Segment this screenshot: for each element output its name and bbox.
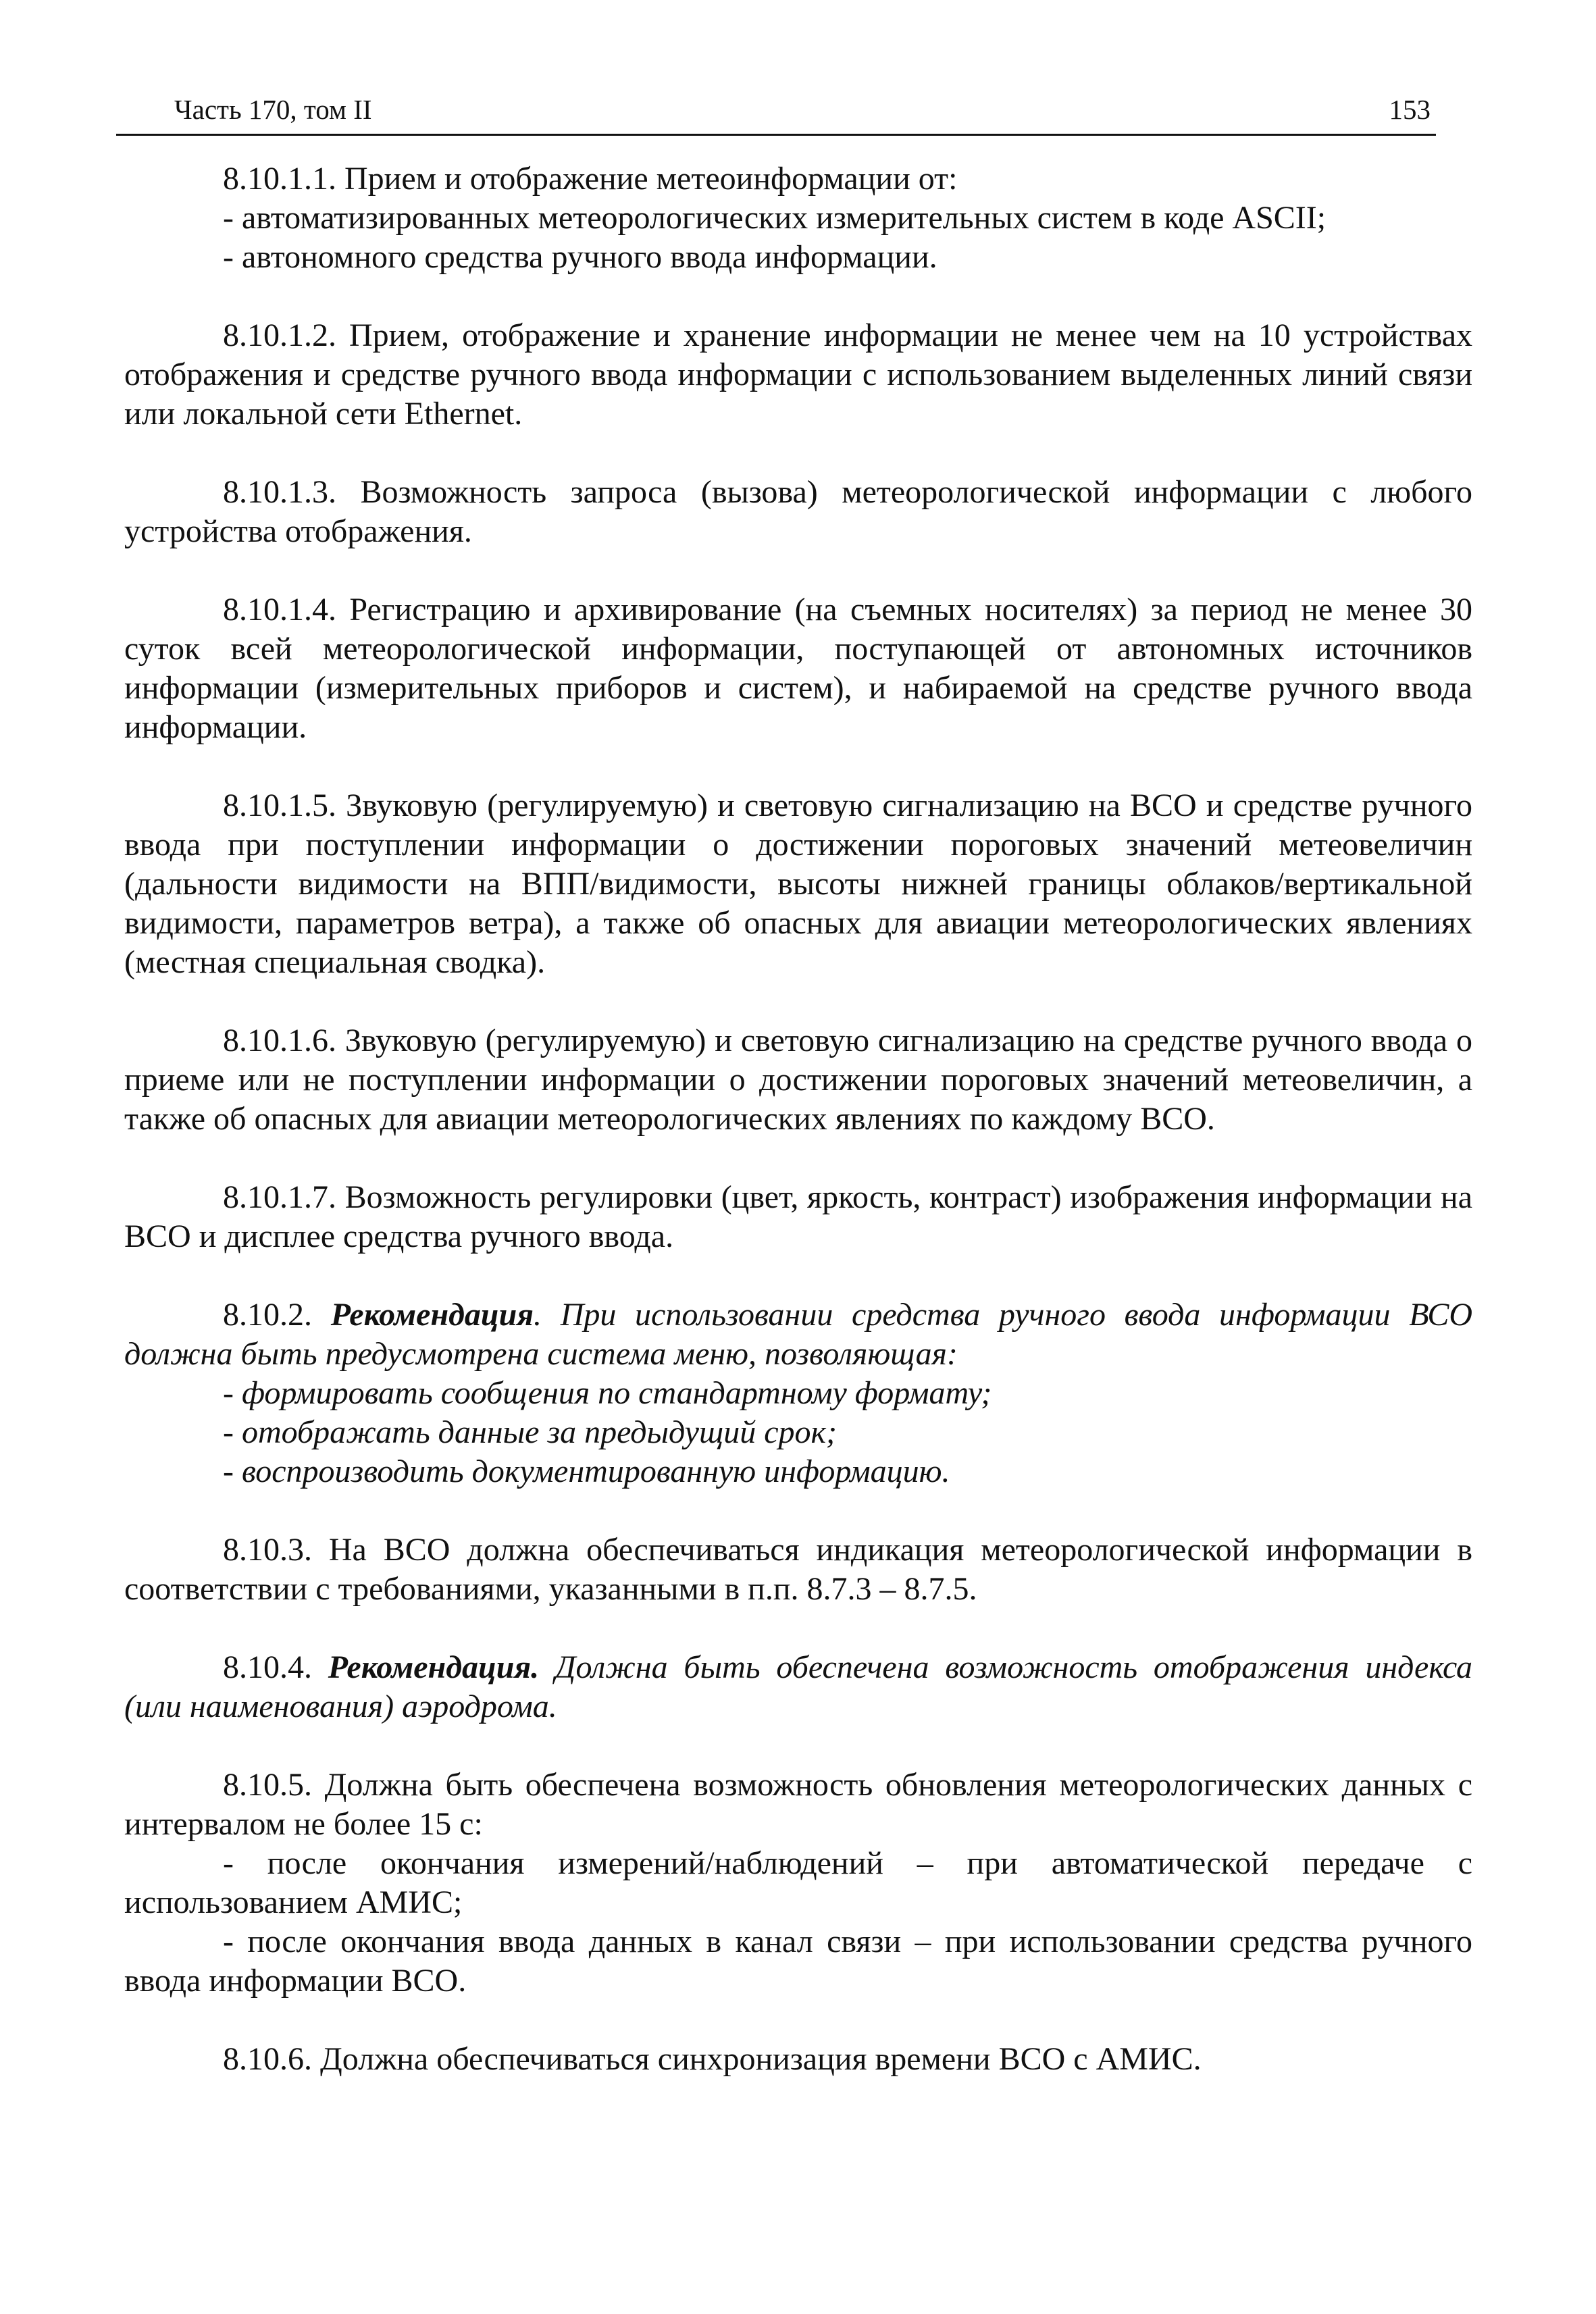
recommendation-label: Рекомендация [330,1297,534,1333]
list-item: - отображать данные за предыдущий срок; [223,1414,837,1450]
paragraph-8-10-1-1 [124,159,1472,277]
paragraph-8-10-1-4: 8.10.1.4. Регистрацию и архивирование (на съемных носителях) за период не менее 30 суток всей метеорологической информации, поступающей от автономных источников информации (измерительных приборов и систем), и набираемой на средстве ручного ввода информации. [124,592,1472,745]
paragraph-8-10-1-2: 8.10.1.2. Прием, отображение и хранение информации не менее чем на 10 устройствах отображения и средстве ручного ввода информации с использованием выделенных линий связи или локальной сети Ethernet. [124,317,1472,432]
page-header [116,86,1436,136]
list-item: - автономного средства ручного ввода информации. [223,239,937,275]
recommendation-body: . При использовании средства ручного ввода информации ВСО должна быть предусмотрена система меню, позволяющая: [124,1297,1472,1372]
recommendation-label: Рекомендация. [328,1649,540,1685]
page-number: 153 [1389,94,1431,125]
list-item: - автоматизированных метеорологических измерительных систем в коде ASCII; [223,200,1327,236]
recommendation-body: Должна быть обеспечена возможность отображения индекса (или наименования) аэродрома. [124,1649,1473,1724]
paragraph-text: 8.10.5. Должна быть обеспечена возможность обновления метеорологических данных с интервалом не более 15 с: [124,1767,1472,1842]
paragraph-8-10-1-3: 8.10.1.3. Возможность запроса (вызова) метеорологической информации с любого устройства отображения. [124,474,1472,549]
paragraph-8-10-1-7: 8.10.1.7. Возможность регулировки (цвет, яркость, контраст) изображения информации на ВСО и дисплее средства ручного ввода. [124,1179,1472,1254]
list-item: - воспроизводить документированную информацию. [223,1454,950,1489]
paragraph-8-10-6: 8.10.6. Должна обеспечиваться синхронизация времени ВСО с АМИС. [223,2041,1202,2077]
paragraph-number: 8.10.2. [223,1297,331,1333]
list-item: - формировать сообщения по стандартному формату; [223,1375,992,1411]
paragraph-8-10-2 [124,1295,1472,1491]
list-item: - после окончания измерений/наблюдений – при автоматической передаче с использованием АМИС; [124,1845,1472,1920]
paragraph-8-10-4 [124,1648,1472,1726]
paragraph-8-10-1-6: 8.10.1.6. Звуковую (регулируемую) и световую сигнализацию на средстве ручного ввода о приеме или не поступлении информации о достижении пороговых значений метеовеличин, а также об опасных для авиации метеорологических явлениях по каждому ВСО. [124,1023,1472,1137]
header-section-title: Часть 170, том II [174,94,372,125]
list-item: - после окончания ввода данных в канал связи – при использовании средства ручного ввода информации ВСО. [124,1924,1472,1999]
paragraph-8-10-3: 8.10.3. На ВСО должна обеспечиваться индикация метеорологической информации в соответствии с требованиями, указанными в п.п. 8.7.3 – 8.7.5. [124,1532,1472,1607]
paragraph-8-10-1-5: 8.10.1.5. Звуковую (регулируемую) и световую сигнализацию на ВСО и средстве ручного ввода при поступлении информации о достижении пороговых значений метеовеличин (дальности видимости на ВПП/видимости, высоты нижней границы облаков/вертикальной видимости, параметров ветра), а также об опасных для авиации метеорологических явлениях (местная специальная сводка). [124,788,1472,980]
document-body [124,159,1472,2118]
paragraph-number: 8.10.4. [223,1649,328,1685]
paragraph-8-10-5 [124,1766,1472,2001]
paragraph-title: 8.10.1.1. Прием и отображение метеоинформации от: [223,161,958,197]
recommendation-text [124,1295,1472,1374]
